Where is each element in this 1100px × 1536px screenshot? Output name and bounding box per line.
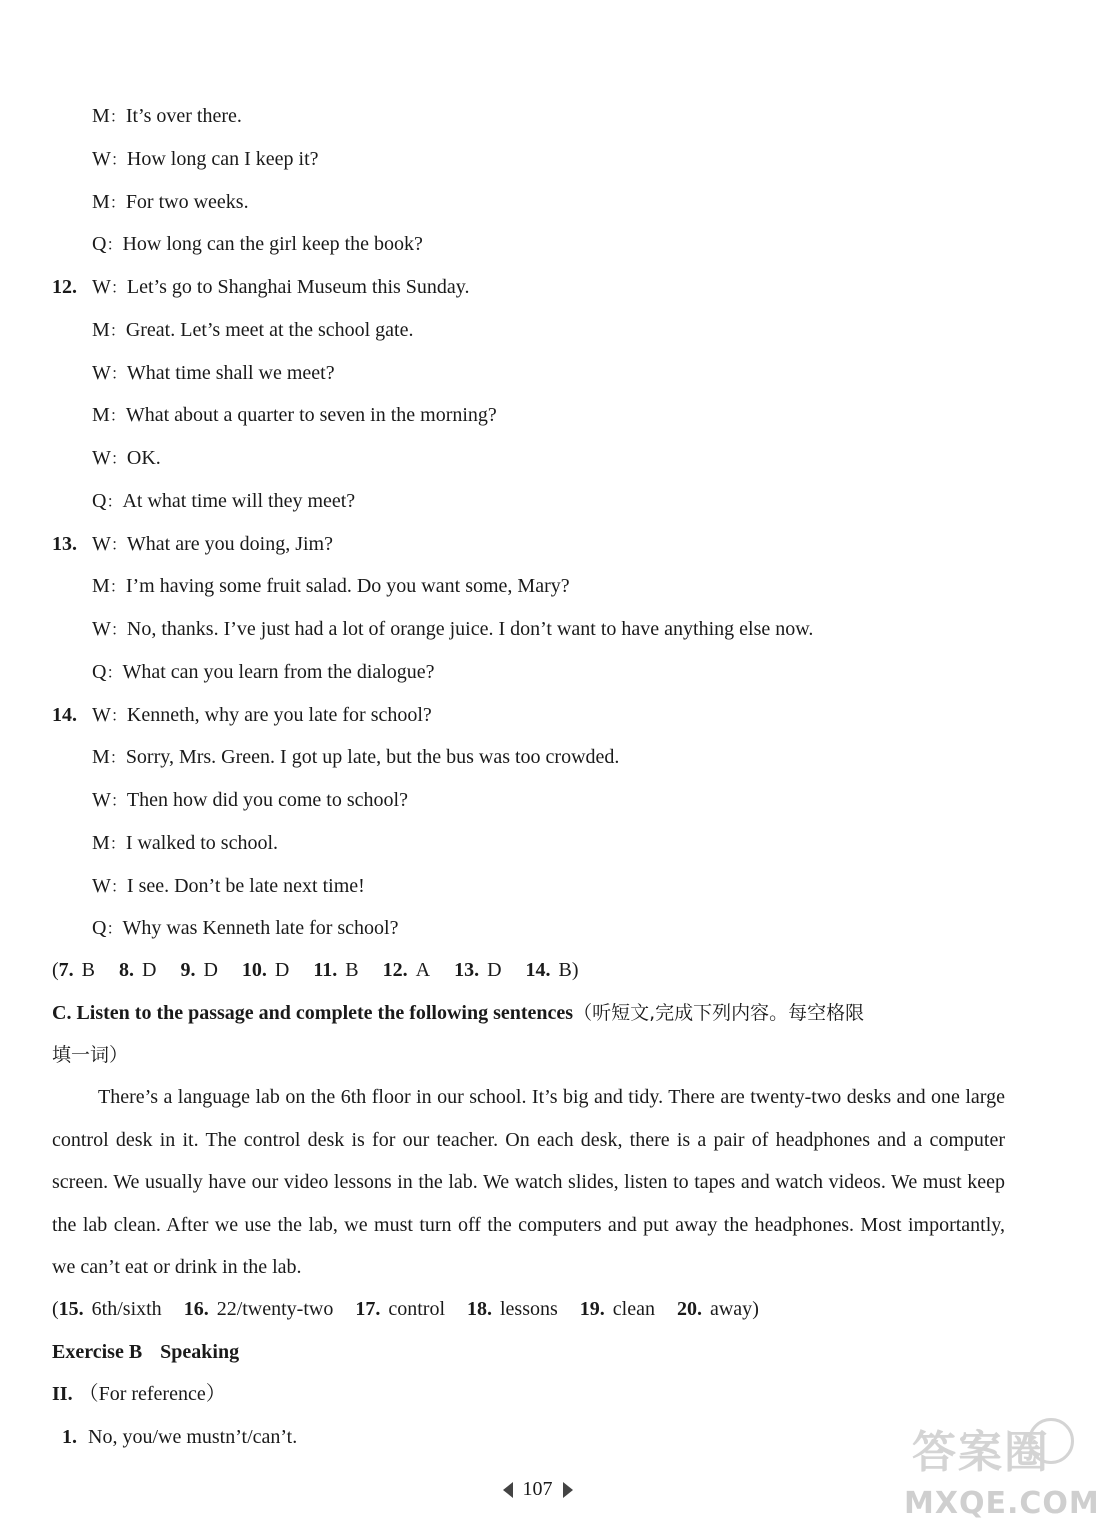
answer-item: [454, 959, 501, 981]
speaker-label: Q: [92, 233, 107, 256]
section-c-title: C. Listen to the passage and complete the following sentences: [52, 1002, 574, 1024]
answer-value: B: [81, 959, 96, 981]
answer-number: 16.: [183, 1298, 209, 1320]
dialogue-line: [92, 659, 435, 686]
speaker-label: Q: [92, 489, 107, 512]
answer-number: 10.: [241, 959, 267, 981]
dialogue-line: [92, 573, 570, 600]
answer-item: [180, 959, 217, 981]
answer-value: 22/twenty-two: [216, 1298, 334, 1320]
speaker-label: W: [92, 361, 111, 384]
answer-item: [355, 1298, 445, 1320]
utterance-text: OK.: [126, 447, 161, 469]
utterance-text: What are you doing, Jim?: [126, 532, 333, 555]
dialogue-line: [92, 616, 813, 643]
answer-value: B: [558, 959, 572, 981]
next-arrow-icon: [563, 1482, 573, 1498]
dialogue-line: [92, 360, 335, 387]
utterance-text: What can you learn from the dialogue?: [122, 660, 435, 683]
speaker-label: Q: [92, 660, 107, 683]
answer-value: D: [203, 959, 218, 981]
answer-value: clean: [612, 1298, 655, 1320]
answer-number: 15.: [58, 1298, 84, 1320]
utterance-text: What about a quarter to seven in the morning?: [125, 404, 497, 427]
answer-item: [59, 959, 95, 981]
speaker-separator: ：: [110, 791, 127, 810]
speaker-label: M: [92, 404, 110, 427]
section-c-passage: There’s a language lab on the 6th floor in our school. It’s big and tidy. There are twenty-two desks and one large control desk in it. The control desk is for our teacher. On each desk, there is a pair of headphones and a computer screen. We usually have our video lessons in the lab. We watch slides, listen to tapes and watch videos. We must keep the lab clean. After we use the lab, we must turn off the computers and put away the headphones. Most importantly, we can’t eat or drink in the lab.: [52, 1086, 1005, 1279]
speaker-separator: ：: [110, 449, 127, 468]
speaker-label: W: [92, 276, 111, 298]
answer-number: 9.: [180, 959, 196, 981]
part-ii-heading: [52, 1381, 226, 1407]
utterance-text: Then how did you come to school?: [126, 789, 408, 811]
exercise-title: Speaking: [160, 1341, 240, 1363]
dialogue-line: [92, 146, 319, 173]
answer-number: 11.: [313, 959, 338, 981]
answer-number: 17.: [355, 1298, 381, 1320]
item-number: 1.: [62, 1426, 77, 1448]
section-c-instruction-cont: 填一词）: [52, 1044, 129, 1066]
answer-value: away: [709, 1298, 753, 1320]
speaker-separator: ：: [109, 192, 126, 212]
dialogue-line: [92, 744, 619, 771]
page-number: 107: [522, 1478, 553, 1500]
speaker-label: W: [92, 703, 111, 726]
speaker-label: M: [92, 831, 110, 854]
utterance-text: How long can I keep it?: [126, 147, 319, 170]
answer-item: [526, 959, 572, 981]
watermark-logo: 答案圈: [912, 1427, 1050, 1478]
answers-15-20: [52, 1296, 759, 1322]
speaker-label: W: [92, 789, 111, 811]
utterance-text: I’m having some fruit salad. Do you want some, Mary?: [125, 575, 570, 598]
answer-item: [119, 959, 156, 981]
answer-item: [242, 959, 289, 981]
dialogue-line: [92, 830, 278, 857]
speaker-separator: ：: [109, 748, 126, 768]
answer-item: [677, 1298, 752, 1320]
speaker-separator: ：: [110, 363, 127, 383]
question-number: 12.: [52, 276, 77, 298]
utterance-text: What time shall we meet?: [126, 361, 335, 384]
dialogue-line: [92, 488, 355, 515]
answer-value: D: [487, 959, 502, 981]
speaker-separator: ：: [110, 149, 127, 169]
answer-item-1: [62, 1424, 297, 1450]
speaker-separator: ：: [110, 620, 127, 639]
speaker-label: M: [92, 190, 110, 213]
dialogue-line: [92, 915, 398, 942]
utterance-text: I see. Don’t be late next time!: [126, 874, 365, 897]
speaker-separator: ：: [110, 534, 127, 554]
watermark: [900, 1408, 1100, 1536]
speaker-label: W: [92, 147, 111, 170]
utterance-text: I walked to school.: [125, 831, 278, 854]
speaker-label: W: [92, 618, 111, 640]
dialogue-line: [92, 231, 423, 258]
speaker-separator: ：: [109, 406, 126, 426]
answer-number: 20.: [676, 1298, 702, 1320]
speaker-separator: ：: [110, 705, 127, 725]
speaker-label: W: [92, 874, 111, 897]
answer-value: control: [388, 1298, 445, 1320]
answer-number: 7.: [58, 959, 74, 981]
speaker-label: M: [92, 746, 110, 769]
dialogue-line: [52, 531, 333, 558]
speaker-separator: ：: [106, 491, 123, 511]
answer-value: 6th/sixth: [91, 1298, 162, 1320]
speaker-separator: ：: [106, 235, 123, 255]
answer-value: B: [345, 959, 359, 981]
speaker-label: W: [92, 447, 111, 469]
dialogue-line: [92, 445, 161, 472]
item-text: No, you/we mustn’t/can’t.: [88, 1426, 298, 1448]
dialogue-line: [52, 274, 469, 301]
question-number: 14.: [52, 703, 77, 726]
speaker-separator: ：: [109, 833, 126, 853]
speaker-separator: ：: [109, 320, 126, 340]
answer-value: D: [274, 959, 290, 981]
utterance-text: How long can the girl keep the book?: [122, 233, 423, 256]
exercise-b-heading: [52, 1339, 239, 1365]
speaker-label: Q: [92, 917, 107, 940]
answer-value: D: [142, 959, 157, 981]
speaker-label: M: [92, 318, 110, 341]
speaker-separator: ：: [106, 662, 123, 682]
speaker-separator: ：: [106, 919, 123, 939]
dialogue-line: [92, 873, 365, 900]
answer-item: [467, 1298, 558, 1320]
speaker-separator: ：: [110, 278, 127, 297]
watermark-circle-icon: [1028, 1418, 1074, 1464]
speaker-label: M: [92, 105, 110, 127]
utterance-text: It’s over there.: [125, 105, 242, 127]
utterance-text: Kenneth, why are you late for school?: [126, 703, 432, 726]
paren-open: (: [52, 1298, 59, 1320]
dialogue-line: [92, 787, 408, 814]
speaker-separator: ：: [109, 107, 126, 126]
answer-item: [383, 959, 430, 981]
utterance-text: Why was Kenneth late for school?: [122, 917, 399, 940]
question-number: 13.: [52, 532, 77, 555]
speaker-separator: ：: [110, 876, 127, 896]
paren-close: ): [571, 959, 579, 981]
speaker-label: W: [92, 532, 111, 555]
answer-value: A: [415, 959, 431, 981]
dialogue-line: [92, 402, 497, 429]
section-c-instruction: （听短文,完成下列内容。每空格限: [573, 1002, 865, 1024]
utterance-text: Let’s go to Shanghai Museum this Sunday.: [126, 276, 470, 298]
paren-open: (: [52, 959, 59, 981]
paren-close: ): [752, 1298, 759, 1320]
answer-value: lessons: [500, 1298, 558, 1320]
answer-number: 14.: [525, 959, 551, 981]
utterance-text: No, thanks. I’ve just had a lot of orange juice. I don’t want to have anything else now.: [126, 618, 814, 640]
dialogue-line: [52, 702, 432, 729]
answer-number: 18.: [467, 1298, 492, 1320]
answer-item: [313, 959, 358, 981]
answer-number: 13.: [454, 959, 480, 981]
dialogue-line: [92, 317, 413, 344]
dialogue-line: [92, 189, 249, 216]
answer-number: 12.: [382, 959, 408, 981]
part-ii-number: II.: [52, 1383, 73, 1405]
speaker-separator: ：: [109, 577, 126, 597]
utterance-text: For two weeks.: [125, 190, 249, 213]
part-ii-note: （For reference）: [78, 1383, 226, 1405]
dialogue-line: [92, 103, 242, 130]
answers-7-14: [52, 957, 579, 983]
answer-item: [59, 1298, 162, 1320]
answer-item: [580, 1298, 655, 1320]
exercise-label: Exercise B: [52, 1341, 143, 1363]
answer-item: [184, 1298, 334, 1320]
answer-number: 8.: [119, 959, 135, 981]
prev-arrow-icon: [503, 1482, 513, 1498]
speaker-label: M: [92, 575, 110, 598]
section-c-heading: [52, 1000, 864, 1026]
utterance-text: At what time will they meet?: [122, 489, 356, 512]
utterance-text: Sorry, Mrs. Green. I got up late, but the bus was too crowded.: [125, 746, 620, 769]
utterance-text: Great. Let’s meet at the school gate.: [125, 318, 414, 341]
watermark-url: MXQE.COM: [904, 1486, 1100, 1521]
answer-number: 19.: [579, 1298, 605, 1320]
